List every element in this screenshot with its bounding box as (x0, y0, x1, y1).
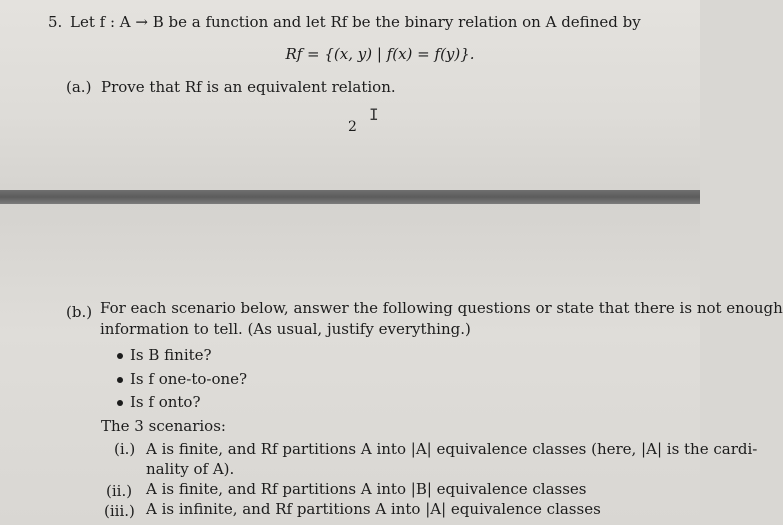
part-a-text: Prove that Rf is an equivalent relation. (101, 78, 396, 96)
problem-intro: Let f : A → B be a function and let Rf be the binary relation on A defined by (70, 13, 641, 31)
bullet (117, 353, 123, 359)
text-cursor-icon: I (369, 105, 379, 124)
part-b-line2: information to tell. (As usual, justify everything.) (100, 320, 471, 338)
lower-page (0, 204, 700, 525)
bullet (117, 400, 123, 406)
part-a-label: (a.) (66, 78, 92, 96)
scenario-text: A is finite, and Rf partitions A into |B| equivalence classes (146, 480, 587, 498)
scenario-label: (i.) (114, 440, 136, 458)
page-number: 2 (348, 119, 357, 135)
relation-formula: Rf = {(x, y) | f(x) = f(y)}. (285, 45, 475, 63)
scenario-text-cont: nality of A). (146, 460, 235, 478)
scenario-label: (ii.) (106, 482, 133, 500)
scenario-label: (iii.) (104, 502, 135, 520)
part-b-line1: For each scenario below, answer the following questions or state that there is not enough (100, 299, 783, 317)
scenario-text: A is infinite, and Rf partitions A into |A| equivalence classes (146, 500, 601, 518)
part-b-label: (b.) (66, 303, 93, 321)
question-item: Is B finite? (130, 346, 212, 364)
scenarios-heading: The 3 scenarios: (101, 417, 226, 435)
question-item: Is f one-to-one? (130, 370, 248, 388)
question-item: Is f onto? (130, 393, 201, 411)
bullet (117, 377, 123, 383)
problem-number: 5. (48, 13, 63, 31)
page-divider (0, 190, 700, 204)
scenario-text: A is finite, and Rf partitions A into |A| equivalence classes (here, |A| is the cardi- (146, 440, 758, 458)
